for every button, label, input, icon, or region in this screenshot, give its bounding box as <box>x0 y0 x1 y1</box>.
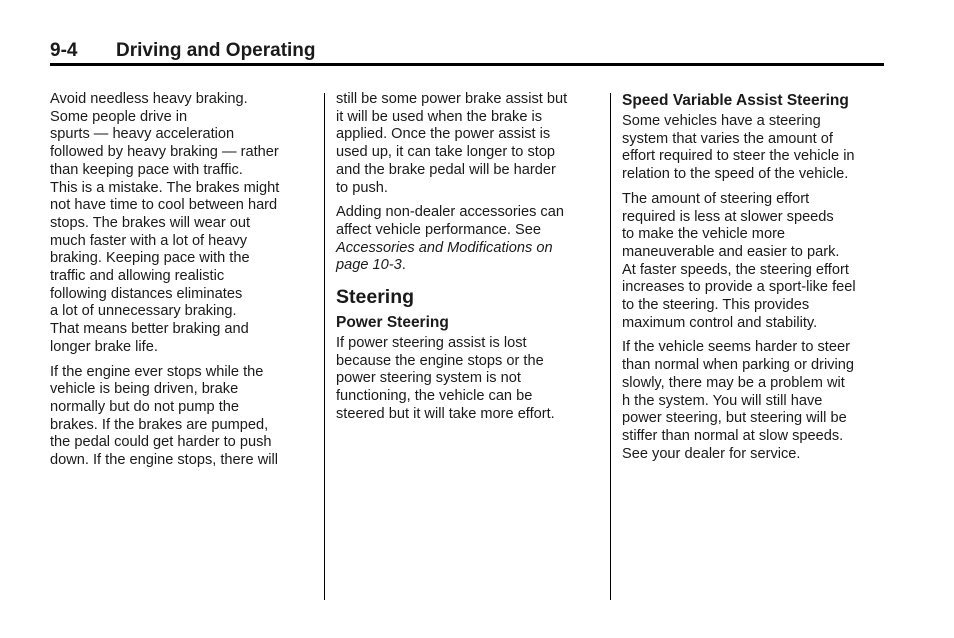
text-line: system that varies the amount of <box>622 130 833 147</box>
subsection-heading: Power Steering <box>336 314 449 332</box>
text-line: effort required to steer the vehicle in <box>622 148 855 165</box>
page-number: 9-4 <box>50 40 78 61</box>
text-line: slowly, there may be a problem wit <box>622 374 845 391</box>
text-line: If the engine ever stops while the <box>50 363 264 380</box>
text-line: a lot of unnecessary braking. <box>50 303 237 320</box>
text-line: The amount of steering effort <box>622 190 810 207</box>
text-line: That means better braking and <box>50 321 249 338</box>
text-line: functioning, the vehicle can be <box>336 388 533 405</box>
section-heading: Steering <box>336 286 415 309</box>
text-line: not have time to cool between hard <box>50 197 278 214</box>
text-line: applied. Once the power assist is <box>336 126 551 143</box>
column-divider <box>610 93 611 600</box>
text-line: required is less at slower speeds <box>622 208 834 225</box>
column-divider <box>324 93 325 600</box>
text-line: brakes. If the brakes are pumped, <box>50 416 269 433</box>
text-line: normally but do not pump the <box>50 398 240 415</box>
text-line: increases to provide a sport-like feel <box>622 279 856 296</box>
text-line: it will be used when the brake is <box>336 108 543 125</box>
section-title: Driving and Operating <box>116 40 316 61</box>
text-line: to make the vehicle more <box>622 226 786 243</box>
column-2 <box>336 91 598 431</box>
text-line: power steering system is not <box>336 370 521 387</box>
paragraph <box>336 335 598 424</box>
text-line: to push. <box>336 179 388 196</box>
text-line: than keeping pace with traffic. <box>50 161 243 178</box>
text-line: because the engine stops or the <box>336 352 544 369</box>
text-line: braking. Keeping pace with the <box>50 250 250 267</box>
text-line: Some vehicles have a steering <box>622 113 821 129</box>
text-line: the pedal could get harder to push <box>50 434 272 451</box>
text-line: vehicle is being driven, brake <box>50 381 239 398</box>
text-line: stiffer than normal at slow speeds. <box>622 427 844 444</box>
text-line: still be some power brake assist but <box>336 91 568 107</box>
text-line: following distances eliminates <box>50 285 243 302</box>
text-line: affect vehicle performance. See <box>336 221 541 238</box>
text-line: down. If the engine stops, there will <box>50 452 278 469</box>
text-line: and the brake pedal will be harder <box>336 161 556 178</box>
text-line: followed by heavy braking — rather <box>50 144 279 161</box>
paragraph <box>50 364 312 470</box>
paragraph <box>622 113 886 184</box>
cross-reference-page: page 10-3 <box>336 257 402 274</box>
text-line: power steering, but steering will be <box>622 410 847 427</box>
subsection-heading: Speed Variable Assist Steering <box>622 92 849 109</box>
paragraph <box>622 191 886 333</box>
cross-reference: Accessories and Modifications on <box>336 239 553 256</box>
text-line: spurts — heavy acceleration <box>50 126 235 143</box>
text-line: than normal when parking or driving <box>622 357 855 374</box>
column-1 <box>50 91 312 477</box>
text-line: h the system. You will still have <box>622 392 823 409</box>
text-line: Adding non-dealer accessories can <box>336 204 564 221</box>
paragraph <box>336 91 598 197</box>
text-line: See your dealer for service. <box>622 445 801 462</box>
text-line: traffic and allowing realistic <box>50 268 225 285</box>
text-line: Some people drive in <box>50 108 188 125</box>
text-line: If power steering assist is lost <box>336 335 527 352</box>
text-line: used up, it can take longer to stop <box>336 144 556 161</box>
column-3 <box>622 91 886 470</box>
text-line: Avoid needless heavy braking. <box>50 91 248 107</box>
text-line: maneuverable and easier to park. <box>622 243 840 260</box>
text-line: stops. The brakes will wear out <box>50 214 251 231</box>
paragraph <box>50 91 312 357</box>
text-line: This is a mistake. The brakes might <box>50 179 280 196</box>
text-line: If the vehicle seems harder to steer <box>622 339 850 356</box>
text-line: maximum control and stability. <box>622 314 818 331</box>
text-line: longer brake life. <box>50 338 158 355</box>
text-line: relation to the speed of the vehicle. <box>622 166 849 183</box>
text-line: steered but it will take more effort. <box>336 405 555 422</box>
text-line: to the steering. This provides <box>622 297 810 314</box>
text-line: much faster with a lot of heavy <box>50 232 248 249</box>
header-rule <box>50 63 884 66</box>
paragraph <box>622 339 886 463</box>
paragraph: Adding non-dealer accessories can affect vehicle performance. See Accessories and Modifications on page 10-3. <box>336 204 598 275</box>
page-header <box>50 38 884 66</box>
text-line: At faster speeds, the steering effort <box>622 261 849 278</box>
